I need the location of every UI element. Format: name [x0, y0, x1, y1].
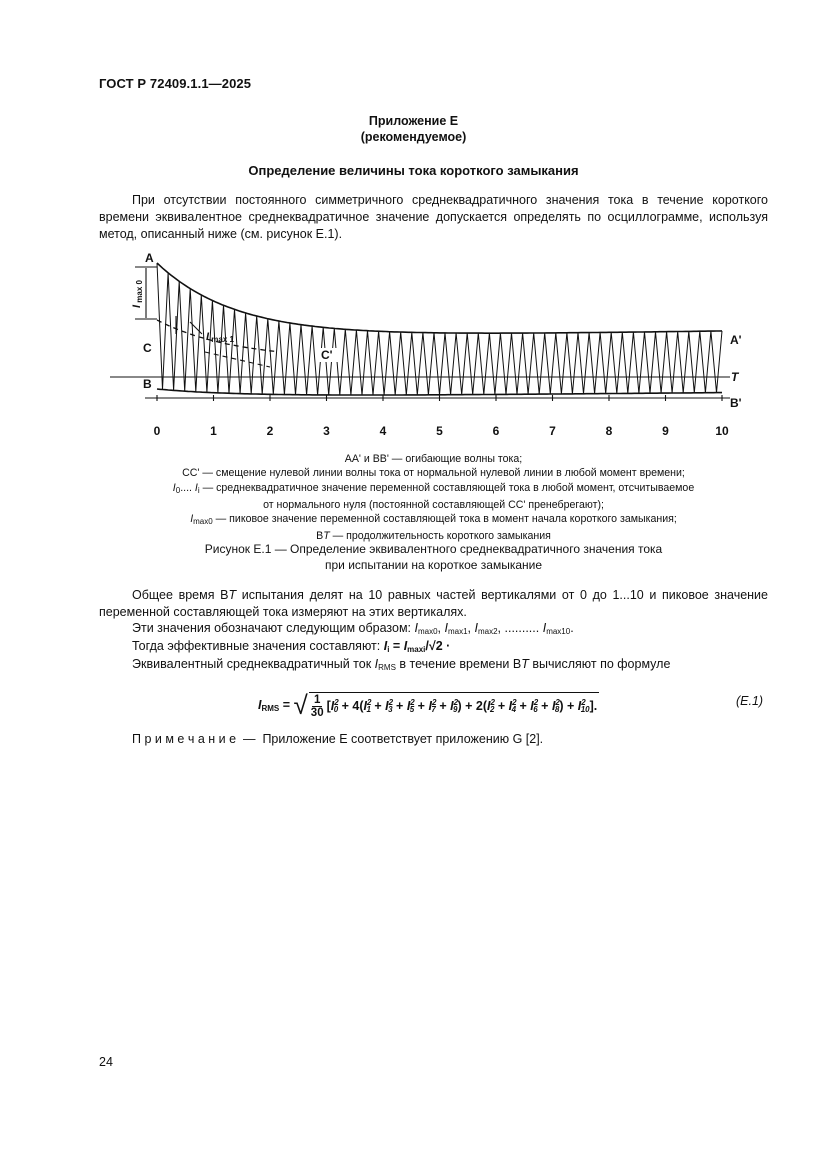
svg-text:I max 0: I max 0 [131, 280, 144, 308]
note: П р и м е ч а н и е — Приложение Е соответствует приложению G [2]. [132, 732, 544, 746]
document-header: ГОСТ Р 72409.1.1—2025 [99, 76, 252, 91]
legend-line-1: AA' и BB' — огибающие волны тока; [344, 453, 523, 465]
paragraph-rms: Эквивалентный среднеквадратичный ток $I_{RMS}$ в течение времени ВT вычисляют по формуле [132, 657, 671, 672]
wave-line [157, 263, 722, 395]
paragraph-division: Общее время ВT испытания делят на 10 равных частей вертикалями от 0 до 1...10 и пиковое значение переменной составляющей тока измеряют на этих вертикалях. [99, 588, 768, 619]
legend-line-6: BT — продолжительность короткого замыкания [316, 530, 551, 543]
formula-lhs: $I_{RMS}$ [258, 697, 280, 713]
oscillogram-figure [110, 248, 760, 444]
tick-label: 0 [153, 424, 161, 438]
intro-paragraph: При отсутствии постоянного симметричного среднеквадратичного значения тока в течение короткого времени эквивалентное среднеквадратичное значение допускается определять по осциллограмме, используя метод, описанный ниже (см. рисунок Е.1). [99, 193, 768, 241]
legend-line-4: от нормального нуля (постоянной составляющей CC' пренебрегают); [263, 498, 604, 511]
tick-label: 2 [266, 424, 274, 438]
label-imax0 [131, 279, 144, 308]
sqrt-sign: √ [293, 690, 308, 720]
fraction: 1 30 [310, 693, 324, 719]
radicand [309, 692, 599, 719]
legend-line-2: CC' — смещение нулевой линии волны тока от нормальной нулевой линии в любой момент времени; [182, 467, 685, 480]
label-imax1: I max 1 [206, 331, 234, 344]
tick-label: 10 [715, 424, 729, 438]
imax1-leader [190, 322, 202, 334]
annex-status: (рекомендуемое) [360, 130, 467, 144]
figure-caption: Рисунок Е.1 — Определение эквивалентного среднеквадратичного значения тока при испытании на короткое замыкание [204, 542, 663, 572]
label-a-prime: A' [730, 333, 742, 347]
tick-label: 6 [492, 424, 500, 438]
tick-label: 1 [210, 424, 217, 438]
tick-label: 7 [549, 424, 556, 438]
tick-label: 4 [379, 424, 387, 438]
figure-legend [99, 452, 768, 544]
envelope-aa [157, 263, 722, 333]
page-number: 24 [99, 1055, 113, 1069]
bracket-terms: $[I^2_0 + 4(I^2_1 + I^2_3 + I^2_5 + I^2_7 + I^2_9) + 2(I^2_2 + I^2_4 + I^2_6 + I^2_8) + I^2_{10}]$. [326, 697, 598, 715]
label-c: C [143, 341, 152, 355]
reference-lines [110, 267, 730, 401]
section-title: Определение величины тока короткого замыкания [248, 163, 579, 178]
paragraph-designations: Эти значения обозначают следующим образом: $I_{max0}$, $I_{max1}$, $I_{max2}$, .......... $I_{max10}$. [132, 621, 574, 636]
label-b-prime: B' [730, 396, 742, 410]
rms-formula: $I_{RMS}$ = √ 1 30 $[I^2_0 + 4(I^2_1 + I^2_3 + I^2_5 + I^2_7 + I^2_9) + 2(I^2_2 + I^2_4 + I^2_6 + I^2_8) + I^2_{10}]$. [258, 690, 598, 720]
axis-tick-labels [154, 424, 729, 438]
tick-label: 3 [323, 424, 330, 438]
legend-line-5: $I_{max0}$ — пиковое значение переменной составляющей тока в момент начала короткого замыкания; [190, 513, 677, 527]
legend-line-3: $I_0$.... $I_i$ — среднеквадратичное значение переменной составляющей тока в любой момент, отсчитываемое [172, 481, 695, 495]
label-t: T [731, 370, 739, 384]
paragraph-effective-values: Тогда эффективные значения составляют: $I_i = I_{maxi}/√2$ · [132, 639, 451, 654]
formula-number: (Е.1) [736, 694, 764, 708]
tick-label: 8 [605, 424, 613, 438]
current-wave [157, 263, 722, 395]
figure-labels [131, 251, 742, 410]
label-a: A [145, 251, 154, 265]
label-c-prime: C' [321, 348, 333, 362]
annex-title: Приложение Е [368, 114, 459, 128]
label-b: B [143, 377, 152, 391]
tick-label: 9 [662, 424, 669, 438]
tick-label: 5 [436, 424, 443, 438]
